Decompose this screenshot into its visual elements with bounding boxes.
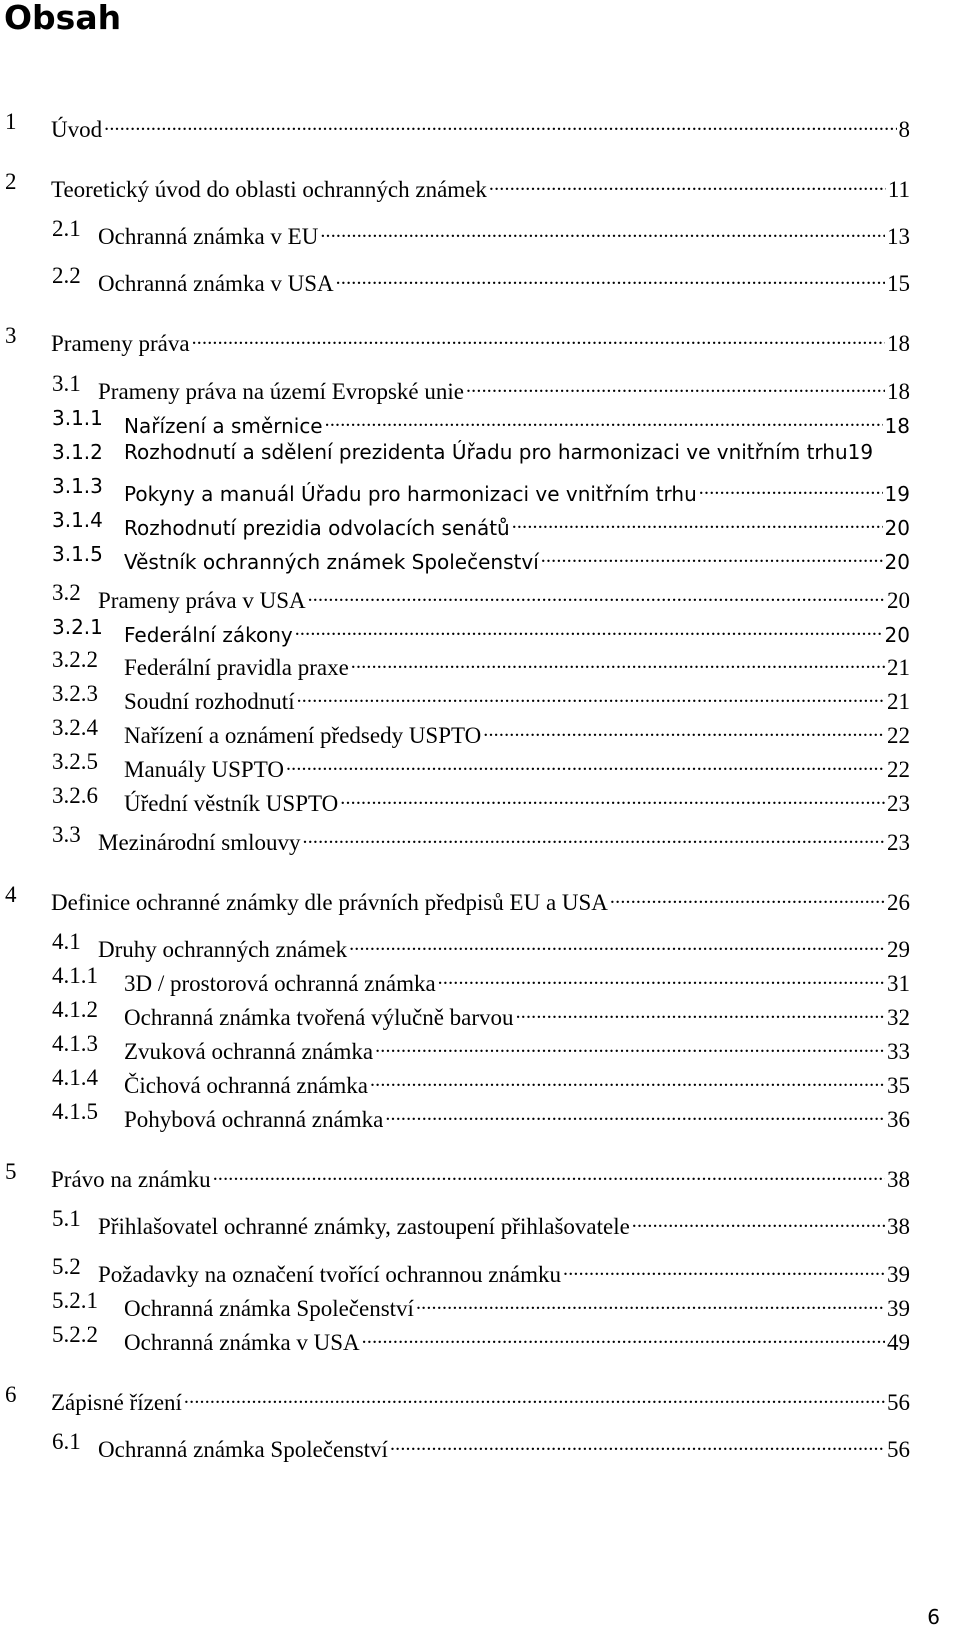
dot-leader bbox=[390, 1427, 885, 1457]
dot-leader bbox=[320, 214, 885, 244]
toc-entry[interactable] bbox=[52, 403, 910, 438]
toc-entry[interactable] bbox=[52, 679, 910, 714]
toc-entry-number: 4.1.4 bbox=[52, 1065, 98, 1090]
dot-leader bbox=[297, 679, 885, 709]
page-number: 6 bbox=[927, 1605, 940, 1629]
toc-entry-number: 3.1.5 bbox=[52, 542, 103, 566]
toc-entry-number: 3.1.4 bbox=[52, 508, 103, 532]
toc-entry-title: Rozhodnutí a sdělení prezidenta Úřadu pro harmonizaci ve vnitřním trhu bbox=[124, 440, 848, 464]
toc-entry-number: 3.2.6 bbox=[52, 783, 98, 808]
toc-entry-title: Rozhodnutí prezidia odvolacích senátů bbox=[124, 516, 510, 540]
toc-entry-page: 20 bbox=[884, 516, 910, 540]
toc-entry-number: 6.1 bbox=[52, 1429, 81, 1454]
dot-leader bbox=[541, 539, 883, 569]
toc-entry-title: Teoretický úvod do oblasti ochranných známek bbox=[51, 177, 487, 202]
toc-entry[interactable] bbox=[52, 781, 910, 816]
toc-entry-page: 33 bbox=[887, 1039, 910, 1064]
dot-leader bbox=[303, 820, 886, 850]
toc-entry-title: Druhy ochranných známek bbox=[98, 937, 348, 962]
toc-entry-title: Federální pravidla praxe bbox=[124, 655, 349, 680]
toc-entry-page: 38 bbox=[887, 1167, 910, 1192]
toc-entry-page: 15 bbox=[887, 271, 910, 296]
toc-entry-page: 19 bbox=[884, 482, 910, 506]
toc-entry-number: 1 bbox=[5, 109, 17, 134]
toc-entry[interactable] bbox=[52, 1286, 910, 1321]
toc-entry-title: Pohybová ochranná známka bbox=[124, 1107, 384, 1132]
toc-entry-title: Soudní rozhodnutí bbox=[124, 689, 295, 714]
toc-entry-title: Pokyny a manuál Úřadu pro harmonizaci ve vnitřním trhu bbox=[124, 482, 697, 506]
toc-entry-title: Ochranná známka Společenství bbox=[124, 1296, 414, 1321]
toc-entry[interactable] bbox=[52, 539, 910, 574]
toc-entry-title: Úřední věstník USPTO bbox=[124, 791, 339, 816]
toc-entry-number: 3.3 bbox=[52, 822, 81, 847]
dot-leader bbox=[466, 369, 885, 399]
dot-leader bbox=[192, 321, 885, 351]
toc-entry-number: 3.2.5 bbox=[52, 749, 98, 774]
toc-entry-title: Nařízení a směrnice bbox=[124, 414, 323, 438]
toc-entry[interactable] bbox=[5, 167, 910, 202]
toc-entry-page: 18 bbox=[887, 379, 910, 404]
toc-entry-title: Přihlašovatel ochranné známky, zastoupení přihlašovatele bbox=[98, 1214, 630, 1239]
dot-leader bbox=[516, 995, 885, 1025]
toc-entry-number: 2.1 bbox=[52, 216, 81, 241]
toc-entry[interactable] bbox=[5, 1380, 910, 1415]
dot-leader bbox=[325, 403, 883, 433]
toc-entry-title: Zvuková ochranná známka bbox=[124, 1039, 374, 1064]
toc-entry[interactable] bbox=[52, 1063, 910, 1098]
toc-entry-number: 4.1.3 bbox=[52, 1031, 98, 1056]
dot-leader bbox=[699, 471, 883, 501]
toc-entry-title: 3D / prostorová ochranná známka bbox=[124, 971, 436, 996]
toc-entry-page: 20 bbox=[884, 550, 910, 574]
toc-entry-page: 31 bbox=[887, 971, 910, 996]
toc-entry-number: 3.2 bbox=[52, 580, 81, 605]
toc-entry-page: 23 bbox=[887, 791, 910, 816]
toc-entry-page: 21 bbox=[887, 689, 910, 714]
toc-heading: Obsah bbox=[4, 0, 122, 37]
toc-entry[interactable] bbox=[52, 820, 910, 855]
toc-entry-page: 35 bbox=[887, 1073, 910, 1098]
toc-entry-page: 22 bbox=[887, 757, 910, 782]
dot-leader bbox=[512, 505, 883, 535]
toc-entry-page: 8 bbox=[898, 117, 910, 142]
toc-entry[interactable] bbox=[5, 321, 910, 356]
toc-entry-number: 4.1 bbox=[52, 929, 81, 954]
dot-leader bbox=[438, 961, 885, 991]
toc-entry[interactable] bbox=[52, 1204, 910, 1239]
toc-entry[interactable] bbox=[52, 214, 910, 249]
toc-entry[interactable] bbox=[52, 505, 910, 540]
toc-entry-title: Zápisné řízení bbox=[51, 1390, 182, 1415]
toc-entry-number: 3.1 bbox=[52, 371, 81, 396]
dot-leader bbox=[351, 645, 885, 675]
toc-entry-number: 6 bbox=[5, 1382, 17, 1407]
toc-entry-number: 3.2.1 bbox=[52, 615, 103, 639]
toc-entry[interactable] bbox=[5, 107, 910, 142]
toc-entry-title: Ochranná známka v USA bbox=[124, 1330, 360, 1355]
dot-leader bbox=[632, 1204, 885, 1234]
toc-entry-title: Prameny práva na území Evropské unie bbox=[98, 379, 464, 404]
toc-entry-title: Ochranná známka v USA bbox=[98, 271, 334, 296]
toc-entry[interactable] bbox=[52, 437, 910, 467]
toc-entry-number: 5 bbox=[5, 1159, 17, 1184]
dot-leader bbox=[286, 747, 885, 777]
toc-entry-title: Ochranná známka v EU bbox=[98, 224, 319, 249]
toc-entry-page: 49 bbox=[887, 1330, 910, 1355]
toc-entry-page: 20 bbox=[887, 588, 910, 613]
toc-entry-page: 26 bbox=[887, 890, 910, 915]
toc-entry-page: 20 bbox=[884, 623, 910, 647]
dot-leader bbox=[336, 261, 885, 291]
toc-entry-title: Definice ochranné známky dle právních předpisů EU a USA bbox=[51, 890, 608, 915]
toc-entry-number: 3.1.3 bbox=[52, 474, 103, 498]
toc-entry-number: 3.2.2 bbox=[52, 647, 98, 672]
dot-leader bbox=[295, 612, 883, 642]
toc-entry-title: Úvod bbox=[51, 117, 103, 142]
toc-entry-page: 56 bbox=[887, 1390, 910, 1415]
toc-entry-page: 39 bbox=[887, 1262, 910, 1287]
toc-entry-page: 39 bbox=[887, 1296, 910, 1321]
dot-leader bbox=[489, 167, 886, 197]
toc-entry-title: Právo na známku bbox=[51, 1167, 211, 1192]
toc-entry-number: 5.2.1 bbox=[52, 1288, 98, 1313]
toc-entry-number: 3.1.2 bbox=[52, 440, 103, 464]
dot-leader bbox=[213, 1157, 885, 1187]
toc-entry-title: Věstník ochranných známek Společenství bbox=[124, 550, 539, 574]
toc-entry-page: 13 bbox=[887, 224, 910, 249]
toc-entry[interactable] bbox=[52, 261, 910, 296]
toc-entry-number: 5.2.2 bbox=[52, 1322, 98, 1347]
toc-entry-title: Ochranná známka Společenství bbox=[98, 1437, 388, 1462]
toc-entry-page: 36 bbox=[887, 1107, 910, 1132]
dot-leader bbox=[370, 1063, 885, 1093]
toc-entry-page: 23 bbox=[887, 830, 910, 855]
toc-entry[interactable] bbox=[5, 880, 910, 915]
toc-entry-page: 38 bbox=[887, 1214, 910, 1239]
toc-entry[interactable] bbox=[5, 1157, 910, 1192]
toc-entry-page: 29 bbox=[887, 937, 910, 962]
toc-entry-page: 11 bbox=[887, 177, 910, 202]
toc-entry-title: Federální zákony bbox=[124, 623, 293, 647]
toc-entry-page: 22 bbox=[887, 723, 910, 748]
dot-leader bbox=[308, 578, 885, 608]
toc-entry[interactable] bbox=[52, 578, 910, 613]
dot-leader bbox=[349, 927, 885, 957]
dot-leader bbox=[104, 107, 896, 137]
toc-entry-number: 4.1.2 bbox=[52, 997, 98, 1022]
toc-entry-page: 32 bbox=[887, 1005, 910, 1030]
dot-leader bbox=[483, 713, 885, 743]
toc-entry-number: 3.1.1 bbox=[52, 406, 103, 430]
toc-entry-number: 2.2 bbox=[52, 263, 81, 288]
dot-leader bbox=[184, 1380, 885, 1410]
toc-entry[interactable] bbox=[52, 369, 910, 404]
toc-entry-number: 3 bbox=[5, 323, 17, 348]
toc-entry-page: 21 bbox=[887, 655, 910, 680]
toc-entry-title: Manuály USPTO bbox=[124, 757, 284, 782]
dot-leader bbox=[362, 1320, 885, 1350]
toc-entry[interactable] bbox=[52, 645, 910, 680]
toc-entry[interactable] bbox=[52, 713, 910, 748]
toc-entry[interactable] bbox=[52, 1320, 910, 1355]
toc-entry-title: Nařízení a oznámení předsedy USPTO bbox=[124, 723, 482, 748]
dot-leader bbox=[340, 781, 885, 811]
toc-entry-number: 2 bbox=[5, 169, 17, 194]
toc-entry[interactable] bbox=[52, 747, 910, 782]
toc-entry[interactable] bbox=[52, 1252, 910, 1287]
toc-entry-page: 56 bbox=[887, 1437, 910, 1462]
dot-leader bbox=[610, 880, 885, 910]
toc-entry[interactable] bbox=[52, 471, 910, 506]
toc-entry-title: Požadavky na označení tvořící ochrannou známku bbox=[98, 1262, 562, 1287]
toc-entry[interactable] bbox=[52, 961, 910, 996]
toc-entry-title: Ochranná známka tvořená výlučně barvou bbox=[124, 1005, 514, 1030]
toc-entry[interactable] bbox=[52, 1029, 910, 1064]
toc-entry-title: Mezinárodní smlouvy bbox=[98, 830, 301, 855]
toc-entry[interactable] bbox=[52, 995, 910, 1030]
toc-entry-number: 5.2 bbox=[52, 1254, 81, 1279]
toc-entry-number: 4 bbox=[5, 882, 17, 907]
dot-leader bbox=[375, 1029, 885, 1059]
toc-entry-page: 18 bbox=[884, 414, 910, 438]
toc-entry-number: 4.1.5 bbox=[52, 1099, 98, 1124]
toc-entry[interactable] bbox=[52, 1097, 910, 1132]
toc-entry-page: 18 bbox=[887, 331, 910, 356]
toc-entry-number: 4.1.1 bbox=[52, 963, 98, 988]
toc-entry-title: Čichová ochranná známka bbox=[124, 1073, 368, 1098]
toc-entry-number: 3.2.4 bbox=[52, 715, 98, 740]
toc-entry-title: Prameny práva v USA bbox=[98, 588, 306, 613]
toc-entry[interactable] bbox=[52, 927, 910, 962]
dot-leader bbox=[563, 1252, 885, 1282]
toc-entry[interactable] bbox=[52, 612, 910, 647]
toc-entry-number: 3.2.3 bbox=[52, 681, 98, 706]
toc-entry-number: 5.1 bbox=[52, 1206, 81, 1231]
toc-entry[interactable] bbox=[52, 1427, 910, 1462]
dot-leader bbox=[385, 1097, 885, 1127]
toc-entry-title: Prameny práva bbox=[51, 331, 190, 356]
toc-entry-page: 19 bbox=[847, 440, 874, 464]
dot-leader bbox=[416, 1286, 885, 1316]
